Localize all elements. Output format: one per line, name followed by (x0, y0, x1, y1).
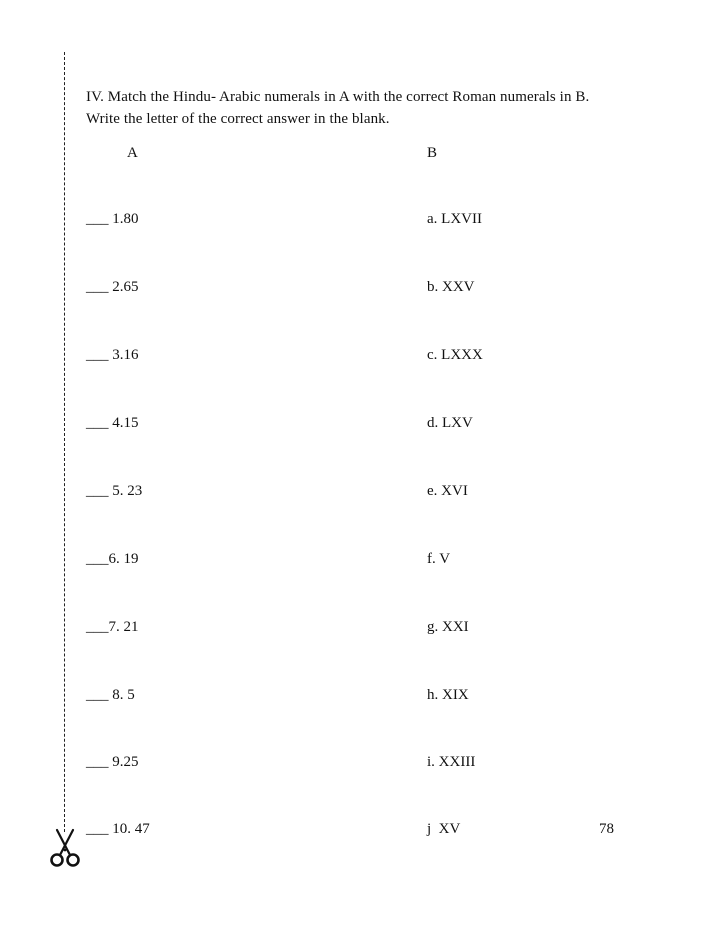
item-b-d: d. LXV (427, 415, 473, 431)
page-number: 78 (599, 821, 614, 837)
item-b-f: f. V (427, 551, 451, 567)
item-a-9: ___ 9.25 (86, 754, 139, 770)
item-b-j: j XV (427, 821, 461, 837)
column-a-heading: A (127, 145, 138, 161)
item-a-4: ___ 4.15 (86, 415, 139, 431)
item-a-3: ___ 3.16 (86, 347, 139, 363)
item-b-i: i. XXIII (427, 754, 476, 770)
item-a-5: ___ 5. 23 (86, 483, 143, 499)
instructions-line-1: IV. Match the Hindu- Arabic numerals in A with the correct Roman numerals in B. (86, 89, 590, 105)
item-b-e: e. XVI (427, 483, 468, 499)
item-b-a: a. LXVII (427, 211, 482, 227)
instructions (86, 86, 686, 130)
item-a-7: ___7. 21 (86, 619, 139, 635)
item-b-c: c. LXXX (427, 347, 483, 363)
item-a-1: ___ 1.80 (86, 211, 139, 227)
item-a-2: ___ 2.65 (86, 279, 139, 295)
scissors-icon (48, 828, 82, 868)
item-b-b: b. XXV (427, 279, 475, 295)
instructions-line-2: Write the letter of the correct answer in the blank. (86, 111, 390, 127)
item-b-g: g. XXI (427, 619, 469, 635)
column-b-heading: B (427, 145, 438, 161)
item-a-10: ___ 10. 47 (86, 821, 150, 837)
item-a-8: ___ 8. 5 (86, 687, 135, 703)
item-b-h: h. XIX (427, 687, 469, 703)
cut-line (64, 52, 65, 832)
item-a-6: ___6. 19 (86, 551, 139, 567)
